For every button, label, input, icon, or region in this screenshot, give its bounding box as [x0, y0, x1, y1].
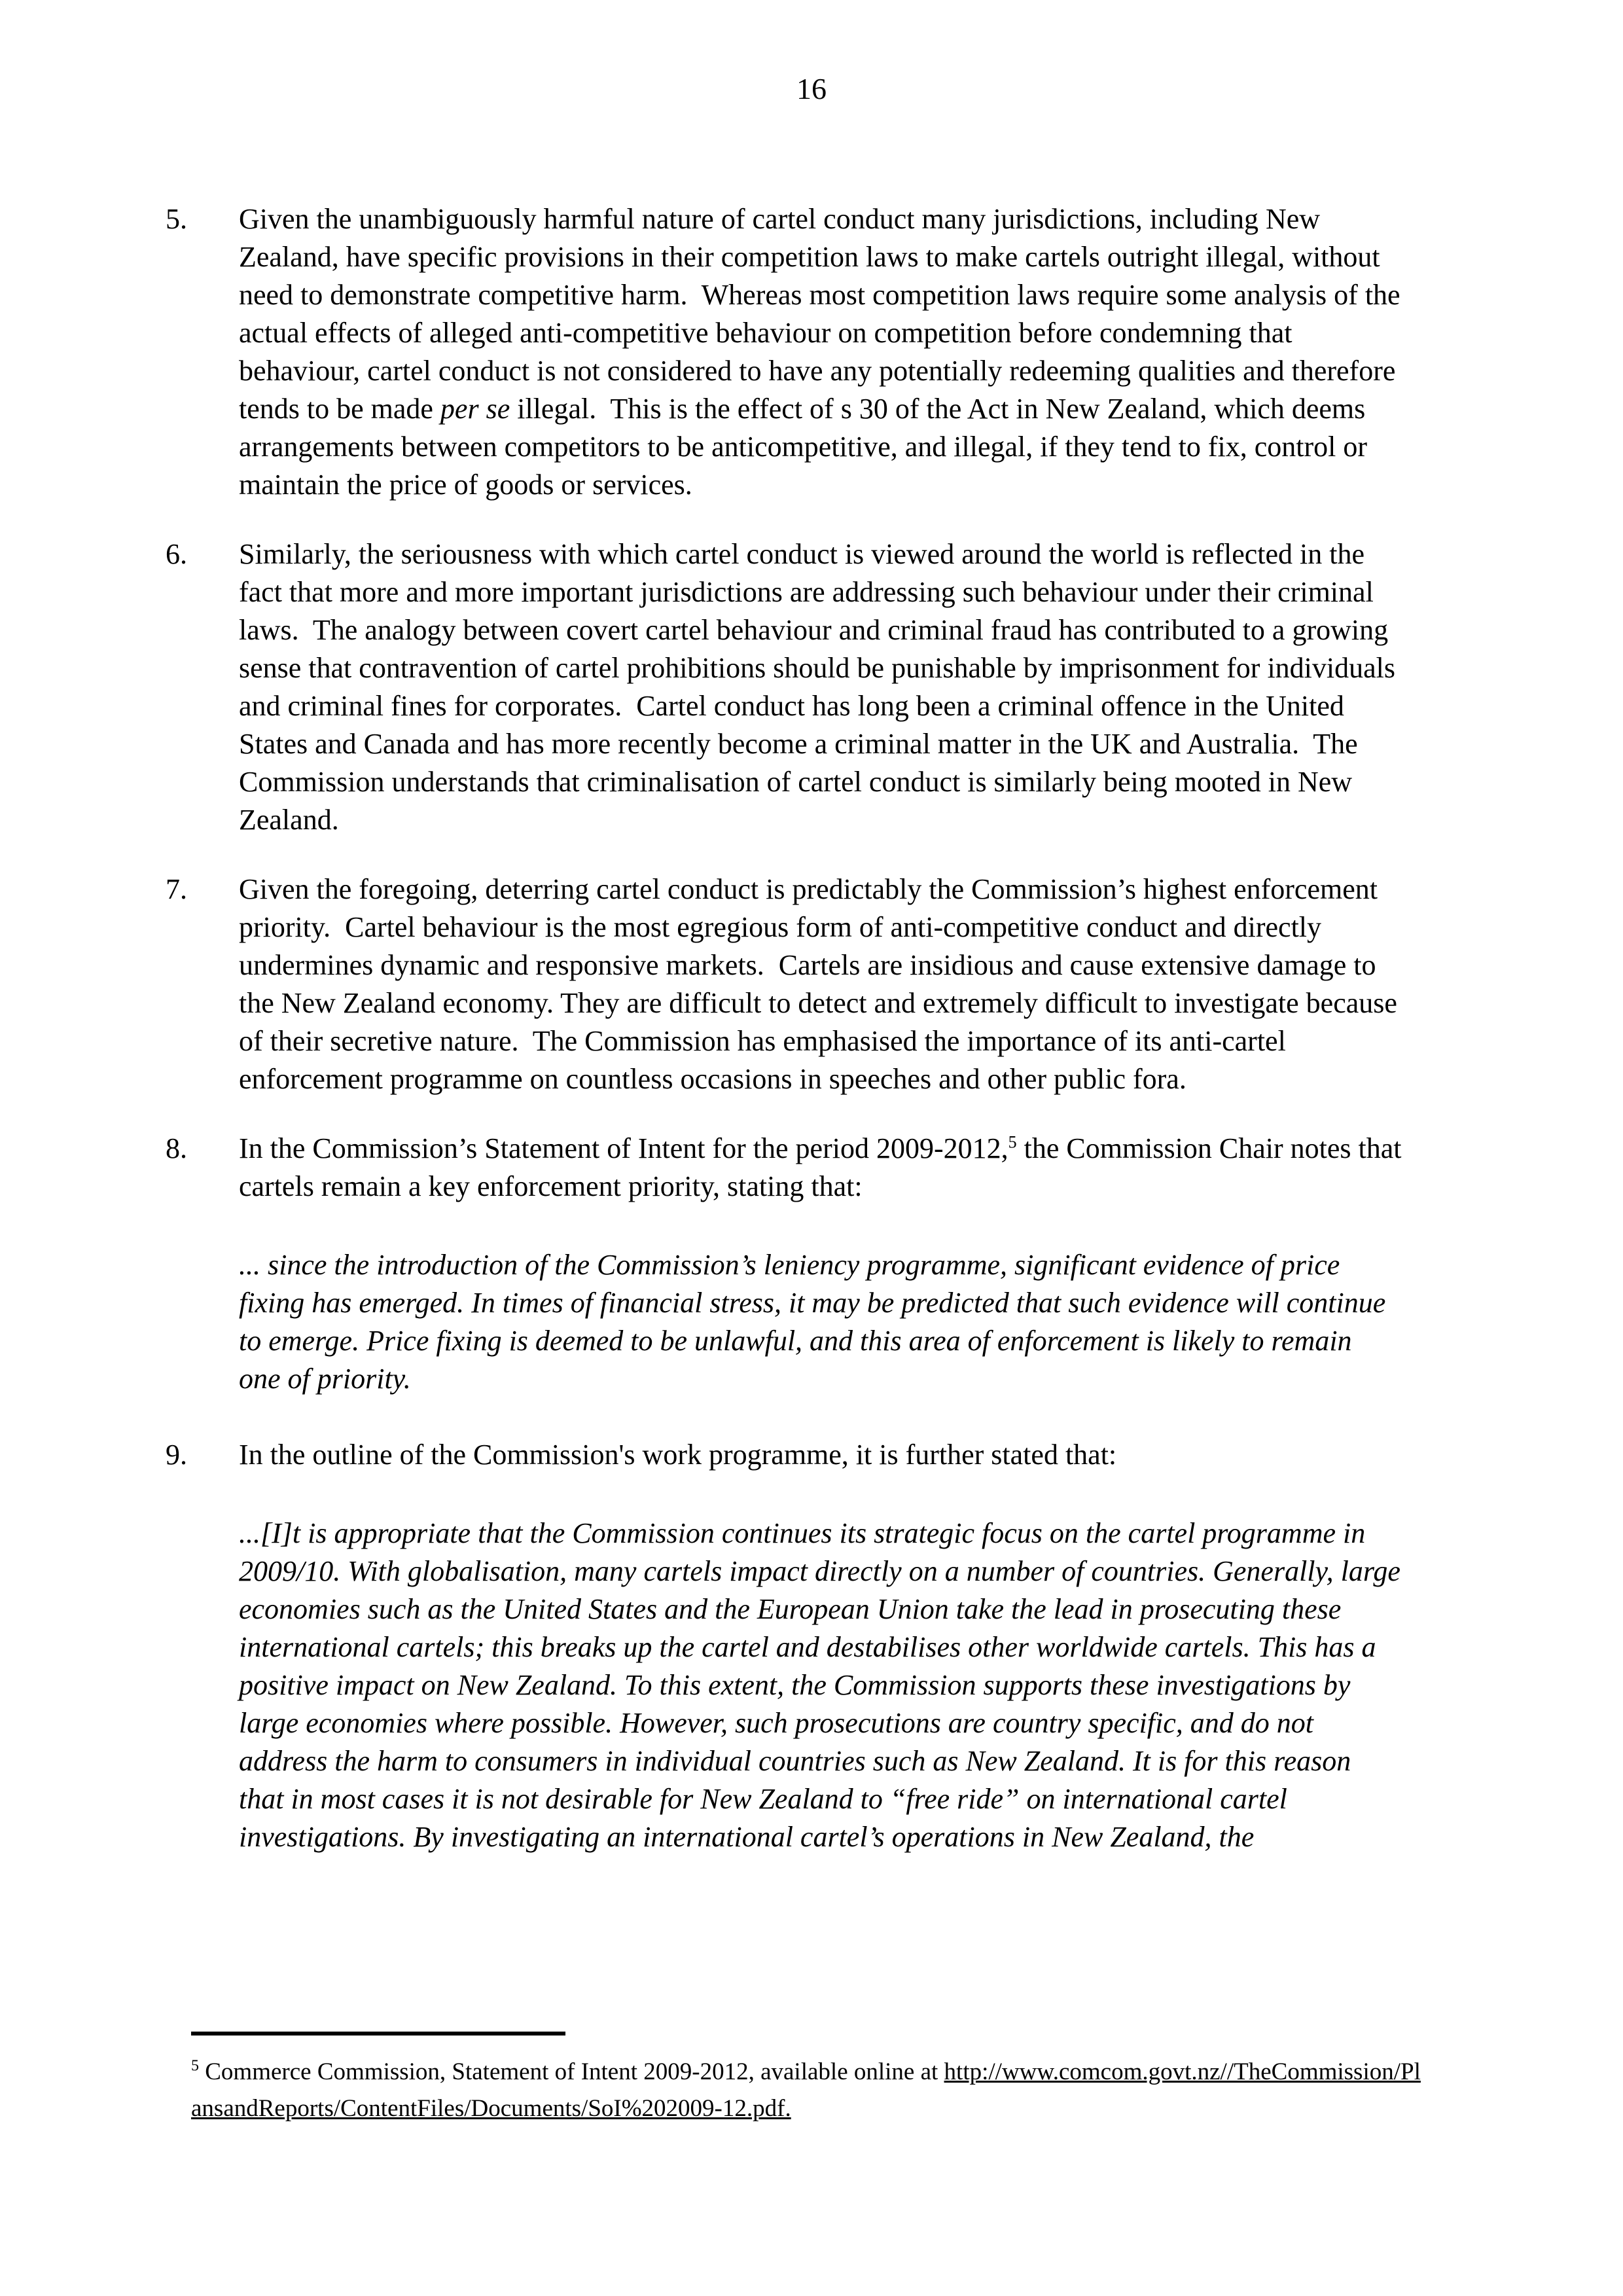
text-run: Given the foregoing, deterring cartel conduct is predictably the Commission’s highest enforcement priority. Cartel behaviour is the most egregious form of anti-competitive conduct and directly undermines dynamic and responsive markets. Cartels are insidious and cause extensive damage to the New Zealand economy. They are difficult to detect and extremely difficult to investigate because of their secretive nature. The Commission has emphasised the importance of its anti-cartel enforcement programme on countless occasions in speeches and other public fora.: [239, 873, 1404, 1095]
text-run: ...[I]t is appropriate that the Commission continues its strategic focus on the cartel programme in 2009/10. With globalisation, many cartels impact directly on a number of countries. Generally, large economies such as the United States and the European Union take the lead in prosecuting these international cartels; this breaks up the cartel and destabilises other worldwide cartels. This has a positive impact on New Zealand. To this extent, the Commission supports these investigations by large economies where possible. However, such prosecutions are country specific, and do not address the harm to consumers in individual countries such as New Zealand. It is for this reason that in most cases it is not desirable for New Zealand to “free ride” on international cartel investigations. By investigating an international cartel’s operations in New Zealand, the: [239, 1517, 1408, 1853]
text-run: Given the unambiguously harmful nature of cartel conduct many jurisdictions, including New Zealand, have specific provisions in their competition laws to make cartels outright illegal, without need to demonstrate competitive harm. Whereas most competition laws require some analysis of the actual effects of alleged anti-competitive behaviour on competition before condemning that behaviour, cartel conduct is not considered to have any potentially redeeming qualities and therefore tends to be made: [239, 203, 1408, 425]
footnote-divider: [191, 2032, 565, 2036]
document-body: [0, 200, 1623, 1894]
text-run: In the Commission’s Statement of Intent for the period 2009-2012,: [239, 1132, 1008, 1164]
paragraph: [166, 200, 1407, 504]
footnote-text: Commerce Commission, Statement of Intent 2009-2012, available online at: [199, 2058, 944, 2085]
text-run: ... since the introduction of the Commission’s leniency programme, significant evidence of price fixing has emerged. In times of financial stress, it may be predicted that such evidence will continue to emerge. Price fixing is deemed to be unlawful, and this area of enforcement is likely to remain one of priority.: [239, 1249, 1393, 1395]
paragraph-text: [239, 870, 1407, 1098]
paragraph-number: 9.: [166, 1439, 187, 1471]
text-run: illegal. This is the effect of s 30 of the Act in New Zealand, which deems arrangements between competitors to be anticompetitive, and illegal, if they tend to fix, control or maintain the price of goods or services.: [239, 393, 1375, 501]
text-run: the Commission Chair notes that cartels remain a key enforcement priority, stating that:: [239, 1132, 1409, 1202]
paragraph-text: [239, 535, 1407, 839]
footnote-reference: 5: [1008, 1132, 1017, 1152]
paragraph-number: [166, 1246, 239, 1398]
paragraph-text: [239, 1436, 1407, 1474]
paragraph-text: [239, 1515, 1407, 1856]
paragraph-text: [239, 1246, 1407, 1398]
text-run: In the outline of the Commission's work programme, it is further stated that:: [239, 1439, 1117, 1471]
footnote-link[interactable]: http://www.comcom.govt.nz//TheCommission/PlansandReports/ContentFiles/Documents/SoI%202009-12.pdf.: [191, 2058, 1421, 2122]
text-run: Similarly, the seriousness with which cartel conduct is viewed around the world is reflected in the fact that more and more important jurisdictions are addressing such behaviour under their criminal laws. The analogy between covert cartel behaviour and criminal fraud has contributed to a growing sense that contravention of cartel prohibitions should be punishable by imprisonment for individuals and criminal fines for corporates. Cartel conduct has long been a criminal offence in the United States and Canada and has more recently become a criminal matter in the UK and Australia. The Commission understands that criminalisation of cartel conduct is similarly being mooted in New Zealand.: [239, 538, 1403, 836]
paragraph: [166, 870, 1407, 1098]
italic-text: per se: [440, 393, 510, 425]
paragraph: [166, 1130, 1407, 1206]
block-quote: [166, 1246, 1407, 1398]
paragraph-text: [239, 1130, 1407, 1206]
paragraph-number: 5.: [166, 203, 187, 235]
paragraph-number: [166, 1515, 239, 1856]
paragraph-number: 6.: [166, 538, 187, 570]
paragraph: [166, 535, 1407, 839]
paragraph-number: 8.: [166, 1132, 187, 1164]
footnote-text-block: [191, 2054, 1427, 2127]
paragraph-text: [239, 200, 1407, 504]
paragraph-number: 7.: [166, 873, 187, 905]
footnote: [0, 2032, 1623, 2127]
page-number: 16: [796, 72, 827, 105]
footnote-marker: 5: [191, 2057, 199, 2075]
block-quote: [166, 1515, 1407, 1856]
paragraph: [166, 1436, 1407, 1474]
